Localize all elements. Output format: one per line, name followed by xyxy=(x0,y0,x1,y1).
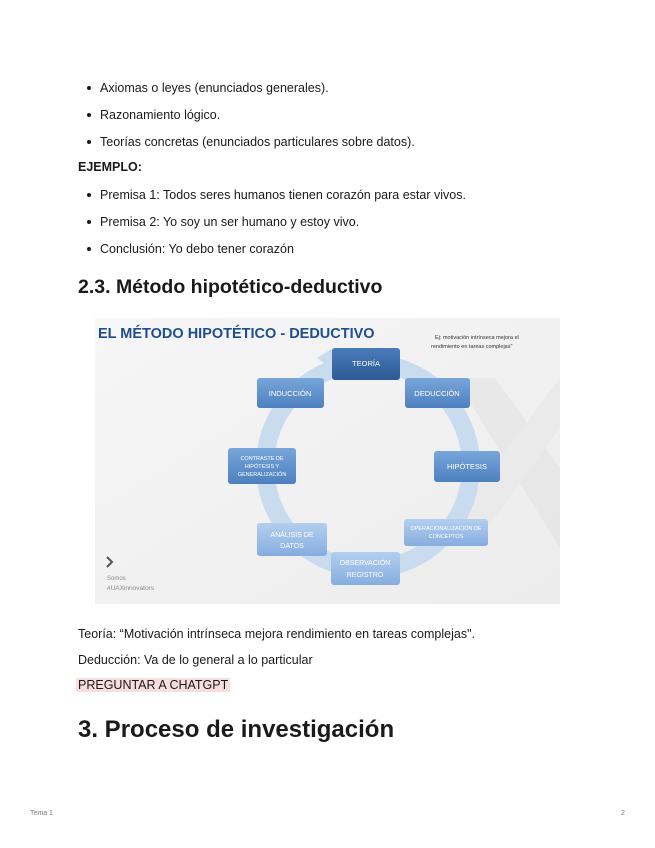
node-label: ANÁLISIS DE xyxy=(270,532,314,539)
list-item: Axiomas o leyes (enunciados generales). xyxy=(100,80,415,96)
node-label: CONTRASTE DE xyxy=(240,456,284,462)
node-label: REGISTRO xyxy=(346,572,384,579)
node-contraste xyxy=(228,448,296,484)
node-observacion xyxy=(331,552,400,585)
page-number: 2 xyxy=(621,810,625,817)
node-label: OBSERVACIÓN xyxy=(339,560,391,567)
node-label: HIPÓTESIS xyxy=(446,462,488,471)
node-label: GENERALIZACIÓN xyxy=(237,472,287,478)
node-label: CONCEPTOS xyxy=(428,534,464,540)
diagram-note-line2: rendimiento en tareas complejas" xyxy=(431,344,513,350)
node-analisis xyxy=(257,523,327,556)
list-item: Premisa 2: Yo soy un ser humano y estoy vivo. xyxy=(100,214,466,230)
chapter-heading: 3. Proceso de investigación xyxy=(78,716,395,743)
node-label: TEORÍA xyxy=(352,359,380,368)
brand-line1: Somos xyxy=(107,576,126,582)
bullet-list-method xyxy=(78,80,415,161)
node-label: OPERACIONALIZACIÓN DE xyxy=(410,526,482,532)
node-deduccion xyxy=(405,378,470,408)
node-label: DATOS xyxy=(280,543,304,550)
paragraph-deduction: Deducción: Va de lo general a lo particular xyxy=(78,653,313,667)
bullet-list-example xyxy=(78,187,466,268)
node-hipotesis xyxy=(434,451,500,482)
diagram-title: EL MÉTODO HIPOTÉTICO - DEDUCTIVO xyxy=(98,326,375,342)
diagram-note-line1: Ej: motivación intrínseca mejora el xyxy=(435,335,519,341)
paragraph-theory: Teoría: “Motivación intrínseca mejora rendimiento en tareas complejas". xyxy=(78,627,475,641)
list-item: Premisa 1: Todos seres humanos tienen corazón para estar vivos. xyxy=(100,188,466,202)
node-label: INDUCCIÓN xyxy=(268,389,312,398)
highlight-note xyxy=(78,677,230,693)
node-label: HIPÓTESIS Y xyxy=(244,464,280,470)
list-item: Teorías concretas (enunciados particulares sobre datos). xyxy=(100,135,415,149)
brand-line2: #UAXinnovators xyxy=(107,585,154,592)
node-teoria xyxy=(332,348,400,380)
section-heading: 2.3. Método hipotético-deductivo xyxy=(78,276,383,298)
list-item: Razonamiento lógico. xyxy=(100,107,415,123)
node-label: DEDUCCIÓN xyxy=(414,389,460,398)
footer-left: Tema 1 xyxy=(30,810,53,817)
node-induccion xyxy=(257,378,324,408)
list-item: Conclusión: Yo debo tener corazón xyxy=(100,241,466,257)
example-label: EJEMPLO: xyxy=(78,160,142,174)
method-diagram-image xyxy=(95,318,560,604)
node-operacionalizacion xyxy=(404,519,488,546)
highlighted-text: PREGUNTAR A CHATGPT xyxy=(78,678,229,692)
